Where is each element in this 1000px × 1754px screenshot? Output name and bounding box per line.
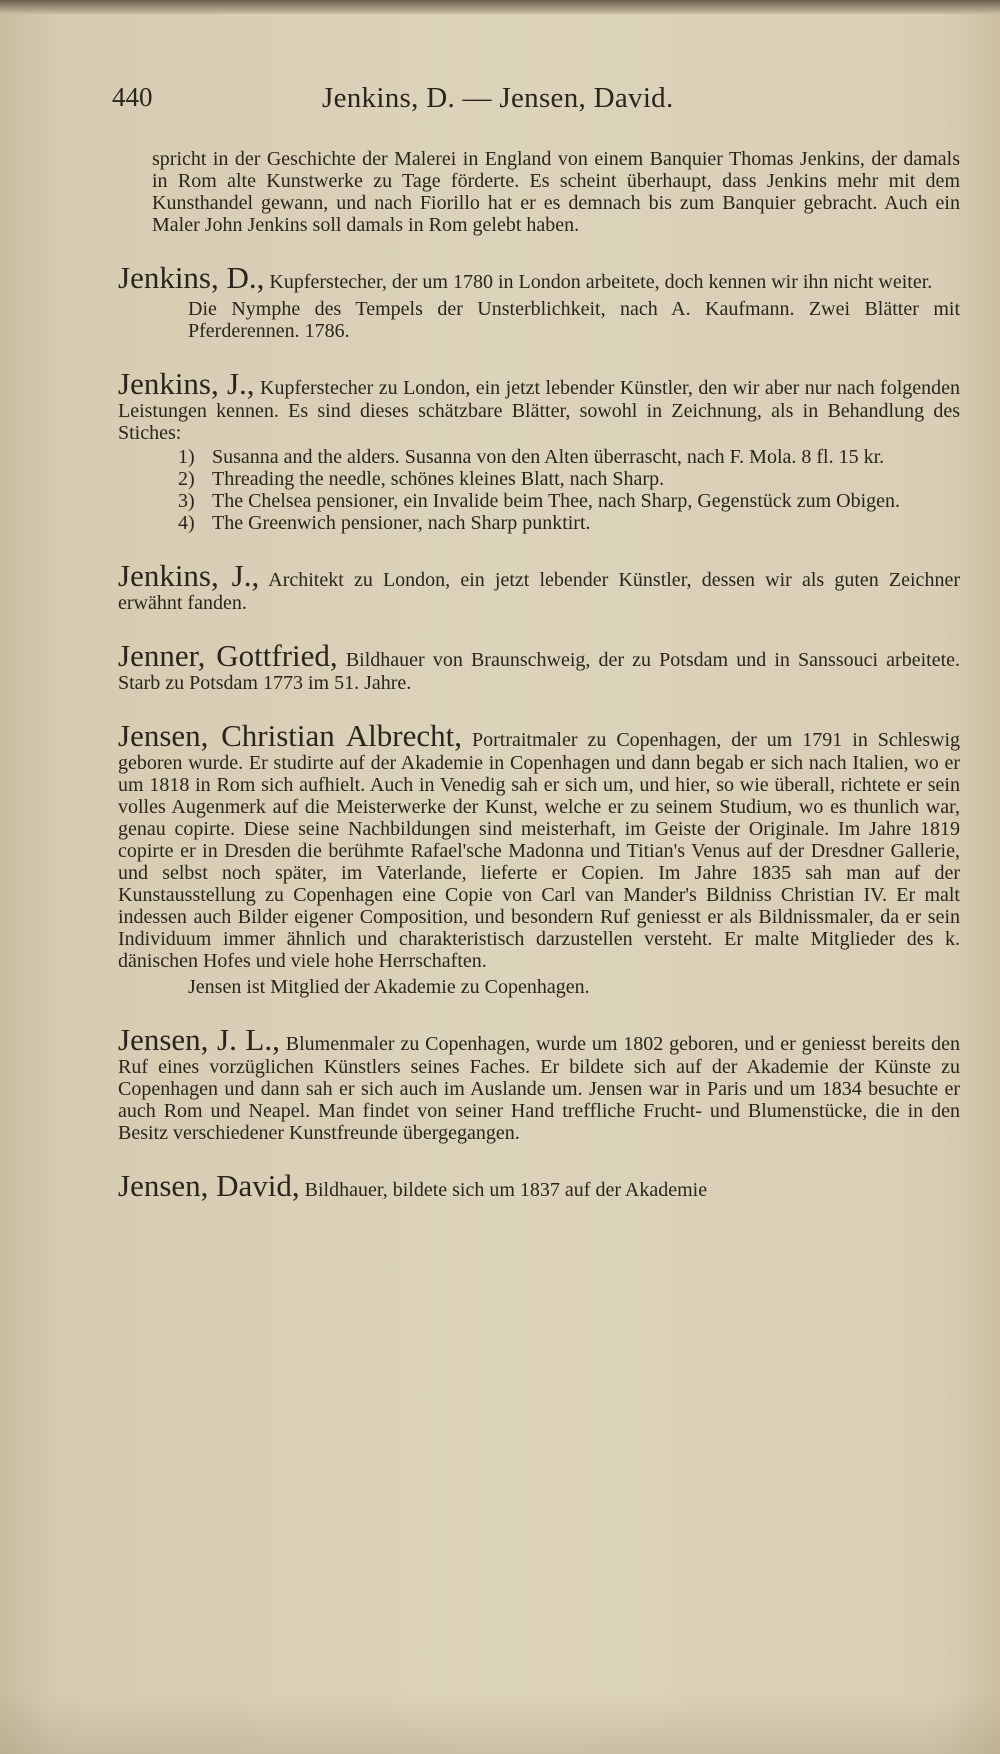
- intro-paragraph: [118, 148, 960, 236]
- entry-text: Bildhauer, bildete sich um 1837 auf der Akademie: [304, 1179, 708, 1201]
- list-item: [178, 490, 960, 512]
- entry-text: Architekt zu London, ein jetzt lebender Künstler, dessen wir als guten Zeichner erwähnt fanden.: [118, 569, 960, 614]
- entry-jensen-christian-albrecht: [118, 720, 960, 998]
- item-text: Susanna and the alders. Susanna von den Alten überrascht, nach F. Mola. 8 fl. 15 kr.: [212, 446, 885, 468]
- entry-jensen-david: [118, 1170, 960, 1202]
- page-bottom-shadow: [0, 1694, 1000, 1754]
- entry-name: Jensen, J. L.,: [118, 1022, 280, 1057]
- item-text: Threading the needle, schönes kleines Blatt, nach Sharp.: [212, 468, 665, 490]
- item-text: The Greenwich pensioner, nach Sharp punktirt.: [212, 512, 591, 534]
- entry-text: Kupferstecher zu London, ein jetzt lebender Künstler, den wir aber nur nach folgenden Leistungen kennen. Es sind dieses schätzbare Blätter, sowohl in Zeichnung, als in Behandlung des Stiches:: [118, 377, 961, 444]
- list-item: [178, 468, 960, 490]
- list-item: [178, 446, 960, 468]
- works-list: [118, 446, 960, 534]
- entry-text: Kupferstecher, der um 1780 in London arbeitete, doch kennen wir ihn nicht weiter.: [269, 271, 933, 293]
- entry-name: Jensen, Christian Albrecht,: [118, 718, 462, 753]
- list-item: [178, 512, 960, 534]
- entry-subtext: Die Nymphe des Tempels der Unsterblichkeit, nach A. Kaufmann. Zwei Blätter mit Pferderennen. 1786.: [188, 298, 960, 342]
- entry-jensen-j-l: [118, 1024, 960, 1144]
- item-number: 3): [178, 490, 195, 512]
- entry-name: Jenner, Gottfried,: [118, 638, 338, 673]
- item-number: 4): [178, 512, 195, 534]
- entry-name: Jenkins, J.,: [118, 558, 260, 593]
- entry-jenner-gottfried: [118, 640, 960, 694]
- entry-jenkins-j-architect: [118, 560, 960, 614]
- page-header: [0, 82, 1000, 122]
- entry-subtext: Jensen ist Mitglied der Akademie zu Copenhagen.: [188, 976, 590, 998]
- entry-jenkins-j-engraver: [118, 368, 960, 534]
- entry-text: Bildhauer von Braunschweig, der zu Potsdam und in Sanssouci arbeitete. Starb zu Potsdam 1773 im 51. Jahre.: [118, 649, 961, 694]
- page-top-edge: [0, 0, 1000, 14]
- running-head: Jenkins, D. — Jensen, David.: [322, 82, 674, 114]
- entry-text: Portraitmaler zu Copenhagen, der um 1791 in Schleswig geboren wurde. Er studirte auf der Akademie in Copenhagen und dann begab er sich nach Italien, wo er um 1818 in Rom sich aufhielt. Auch in Venedig sah er sich um, und hier, so wie überall, richtete er sein volles Augenmerk auf die Meisterwerke der Kunst, welche er zu seinem Studium, wo es thunlich war, genau copirte. Diese seine Nachbildungen sind meisterhaft, im Geiste der Originale. Im Jahre 1819 copirte er in Dresden die berühmte Rafael'sche Madonna und Titian's Venus auf der Dresdner Gallerie, und selbst noch später, im Vaterlande, lieferte er Copien. Im Jahre 1835 sah man auf der Kunstausstellung zu Copenhagen eine Copie von Carl van Mander's Bildniss Christian IV. Er malt indessen auch Bilder eigener Composition, und besondern Ruf geniesst er als Bildnissmaler, da er sein Individuum immer ähnlich und charakteristisch darzustellen versteht. Er malte Mitglieder des k. dänischen Hofes und viele hohe Herrschaften.: [118, 729, 961, 972]
- entry-name: Jenkins, J.,: [118, 366, 255, 401]
- item-text: The Chelsea pensioner, ein Invalide beim Thee, nach Sharp, Gegenstück zum Obigen.: [212, 490, 901, 512]
- entry-name: Jensen, David,: [118, 1168, 300, 1203]
- entry-name: Jenkins, D.,: [118, 260, 265, 295]
- page-content: [118, 148, 960, 1202]
- item-number: 2): [178, 468, 195, 490]
- intro-text: spricht in der Geschichte der Malerei in England von einem Banquier Thomas Jenkins, der damals in Rom alte Kunstwerke zu Tage förderte. Es scheint überhaupt, dass Jenkins mehr mit dem Kunsthandel gewann, und nach Fiorillo hat er es demnach bis zum Banquier gebracht. Auch ein Maler John Jenkins soll damals in Rom gelebt haben.: [152, 148, 960, 236]
- entry-jenkins-d: [118, 262, 960, 342]
- entry-text: Blumenmaler zu Copenhagen, wurde um 1802 geboren, und er geniesst bereits den Ruf eines vorzüglichen Künstlers seines Faches. Er bildete sich auf der Akademie der Künste zu Copenhagen und dann sah er sich auch im Auslande um. Jensen war in Paris und um 1834 besuchte er auch Rom und Neapel. Man findet von seiner Hand treffliche Frucht- und Blumenstücke, die in den Besitz verschiedener Kunstfreunde übergegangen.: [118, 1033, 960, 1144]
- page-number: 440: [112, 82, 153, 112]
- item-number: 1): [178, 446, 195, 468]
